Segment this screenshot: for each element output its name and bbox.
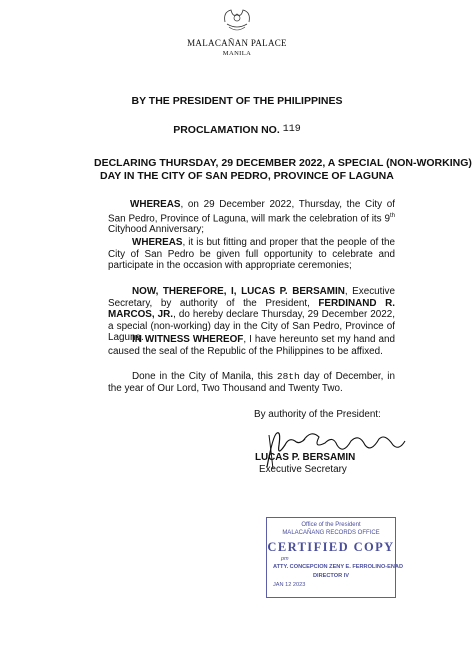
paragraph-now-therefore: NOW, THEREFORE, I, LUCAS P. BERSAMIN, Executive Secretary, by authority of the President, FERDINAND R. MARCOS, JR., do hereby declare Thursday, 29 December 2022, a special (non-working) day in the City of San Pedro, Province of Laguna. xyxy=(108,286,395,344)
signatory-title: Executive Secretary xyxy=(259,464,347,475)
office-name: MALACAÑAN PALACE xyxy=(187,38,287,48)
president-name: FERDINAND R. MARCOS, JR. xyxy=(108,297,395,321)
signatory-name: LUCAS P. BERSAMIN xyxy=(255,452,356,463)
done-day: 28th xyxy=(276,371,300,382)
proclamation-label: PROCLAMATION NO. xyxy=(173,124,280,136)
paragraph-whereas-1: WHEREAS, on 29 December 2022, Thursday, the City of San Pedro, Province of Laguna, will mark the celebration of its 9th Cityhood Anniversary; xyxy=(108,199,395,236)
paragraph-done-in: Done in the City of Manila, this 28th day of December, in the year of Our Lord, Two Thousand and Twenty Two. xyxy=(108,371,395,394)
stamp-office: Office of the President xyxy=(301,522,361,528)
proclamation-heading xyxy=(0,124,474,137)
authority-line: By authority of the President: xyxy=(254,409,381,420)
stamp-records-office: MALACAÑANG RECORDS OFFICE xyxy=(282,530,380,536)
certified-copy-stamp xyxy=(266,517,404,598)
proclamation-number: 119 xyxy=(282,124,301,135)
proclamation-title xyxy=(94,157,472,182)
in-witness-lead: IN WITNESS WHEREOF xyxy=(132,334,244,345)
paragraph-whereas-2: WHEREAS, it is but fitting and proper that the people of the City of San Pedro be given full opportunity to celebrate and participate in the occasion with appropriate ceremonies; xyxy=(108,237,395,272)
stamp-certified-copy: CERTIFIED COPY xyxy=(267,540,395,554)
whereas-2-lead: WHEREAS xyxy=(132,237,183,248)
title-line-2: DAY IN THE CITY OF SAN PEDRO, PROVINCE OF LAGUNA xyxy=(100,169,394,182)
issuer-heading: BY THE PRESIDENT OF THE PHILIPPINES xyxy=(131,95,343,107)
whereas-1-lead: WHEREAS xyxy=(130,199,181,210)
stamp-date: JAN 12 2023 xyxy=(273,582,306,588)
title-line-1: DECLARING THURSDAY, 29 DECEMBER 2022, A SPECIAL (NON-WORKING) xyxy=(94,157,472,169)
philippine-seal-icon xyxy=(219,4,255,34)
stamp-initials: pm xyxy=(281,556,289,562)
stamp-certifier-name: ATTY. CONCEPCION ZENY E. FERROLINO-ENAD xyxy=(273,564,404,570)
stamp-certifier-title: DIRECTOR IV xyxy=(313,573,349,579)
now-therefore-lead: NOW, THEREFORE, I, LUCAS P. BERSAMIN xyxy=(132,286,345,297)
paragraph-in-witness: IN WITNESS WHEREOF, I have hereunto set my hand and caused the seal of the Republic of the Philippines to be affixed. xyxy=(108,334,396,357)
office-city: MANILA xyxy=(222,50,252,57)
